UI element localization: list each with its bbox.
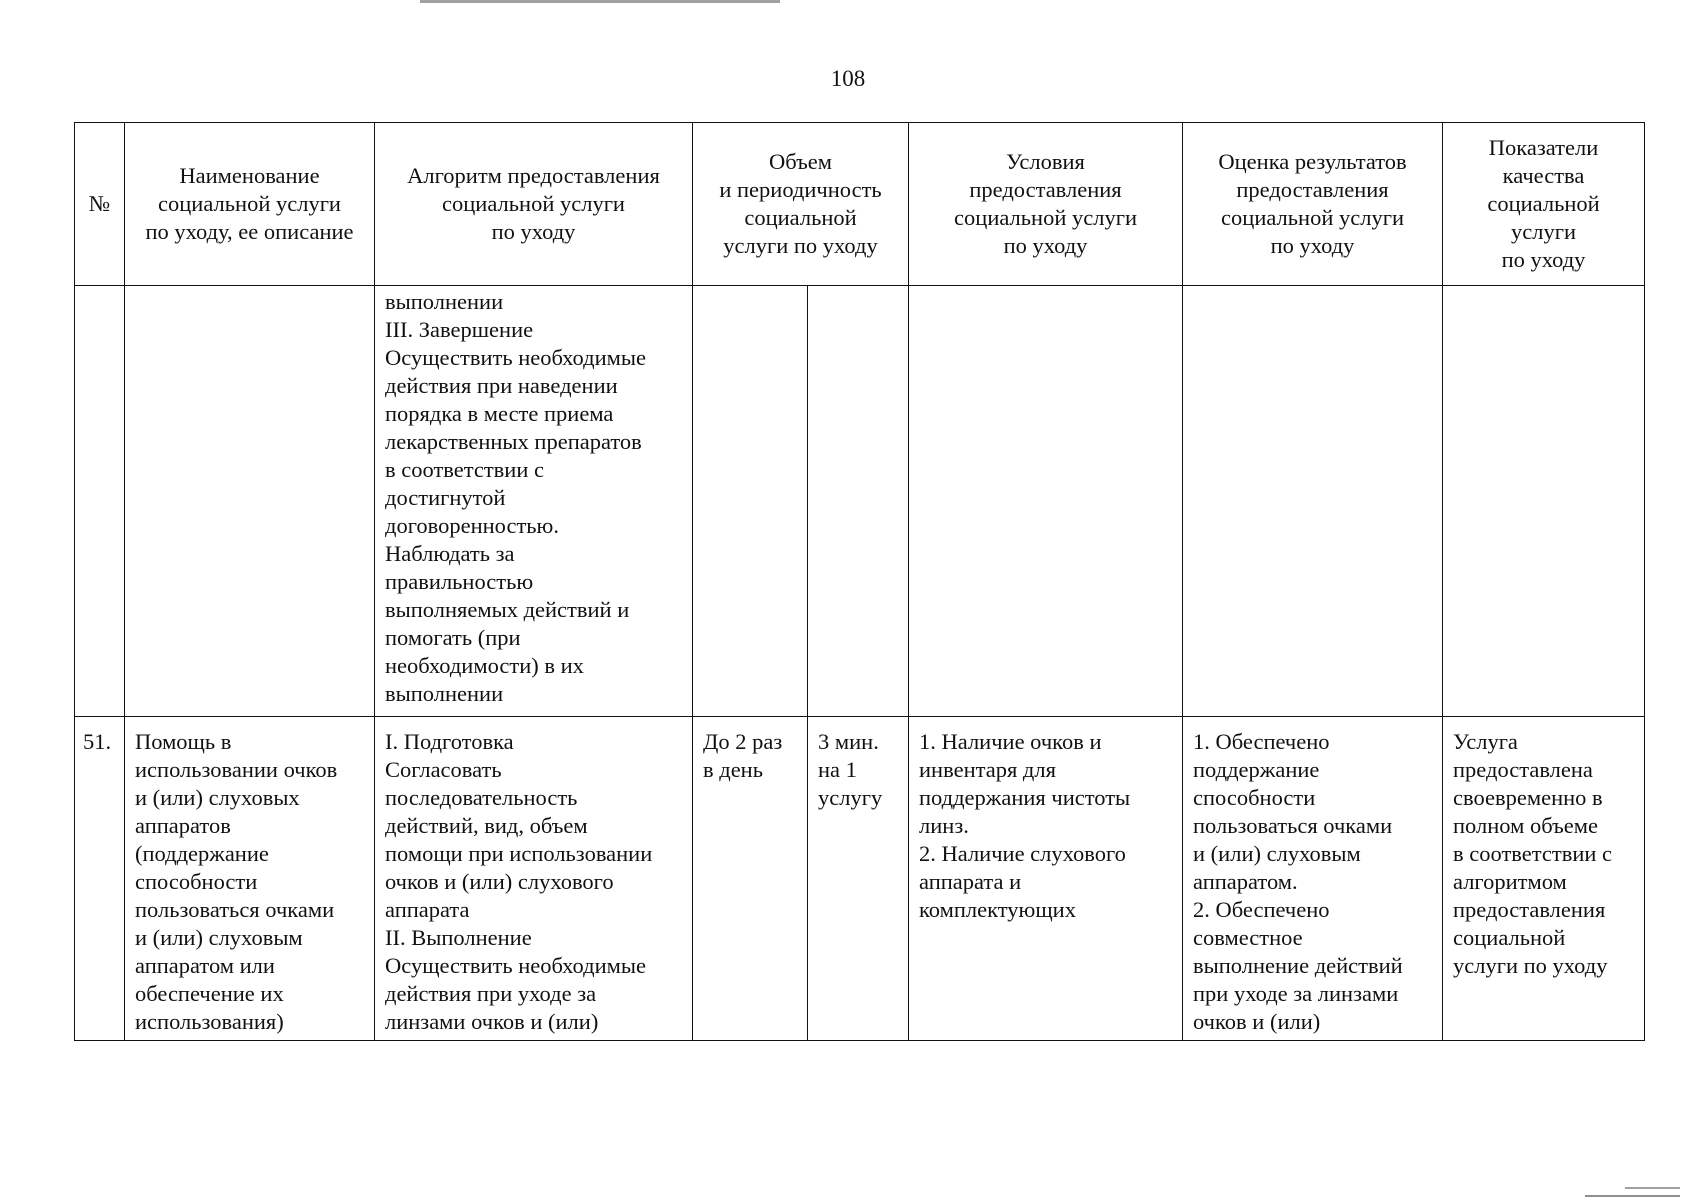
table-row xyxy=(75,717,1645,1041)
header-conditions: Условия предоставления социальной услуги по уходу xyxy=(909,123,1183,286)
cell-algorithm: I. Подготовка Согласовать последовательность действий, вид, объем помощи при использовании очков и (или) слухового аппарата II. Выполнение Осуществить необходимые действия при уходе за линзами очков и (или) xyxy=(375,717,693,1041)
cell-service-name xyxy=(125,286,375,717)
cell-quality: Услуга предоставлена своевременно в полном объеме в соответствии с алгоритмом предоставления социальной услуги по уходу xyxy=(1443,717,1645,1041)
header-quality: Показатели качества социальной услуги по уходу xyxy=(1443,123,1645,286)
social-services-table xyxy=(74,122,1645,1041)
scan-artifact-bottom xyxy=(1625,1187,1680,1189)
cell-conditions: 1. Наличие очков и инвентаря для поддержания чистоты линз. 2. Наличие слухового аппарата и комплектующих xyxy=(909,717,1183,1041)
header-volume-periodicity: Объем и периодичность социальной услуги по уходу xyxy=(693,123,909,286)
cell-number: 51. xyxy=(75,717,125,1041)
cell-periodicity: 3 мин. на 1 услугу xyxy=(808,717,909,1041)
cell-assessment xyxy=(1183,286,1443,717)
scan-artifact-bottom xyxy=(1585,1195,1680,1197)
cell-volume xyxy=(693,286,808,717)
table-row xyxy=(75,286,1645,717)
cell-assessment: 1. Обеспечено поддержание способности пользоваться очками и (или) слуховым аппаратом. 2. Обеспечено совместное выполнение действий при уходе за линзами очков и (или) xyxy=(1183,717,1443,1041)
header-service-name: Наименование социальной услуги по уходу, ее описание xyxy=(125,123,375,286)
cell-service-name: Помощь в использовании очков и (или) слуховых аппаратов (поддержание способности пользоваться очками и (или) слуховым аппаратом или обеспечение их использования) xyxy=(125,717,375,1041)
cell-volume: До 2 раз в день xyxy=(693,717,808,1041)
cell-periodicity xyxy=(808,286,909,717)
cell-algorithm: выполнении III. Завершение Осуществить необходимые действия при наведении порядка в месте приема лекарственных препаратов в соответствии с достигнутой договоренностью. Наблюдать за правильностью выполняемых действий и помогать (при необходимости) в их выполнении xyxy=(375,286,693,717)
scan-artifact-top xyxy=(420,0,780,3)
table-header-row xyxy=(75,123,1645,286)
header-number: № xyxy=(75,123,125,286)
cell-number xyxy=(75,286,125,717)
header-algorithm: Алгоритм предоставления социальной услуги по уходу xyxy=(375,123,693,286)
header-assessment: Оценка результатов предоставления социальной услуги по уходу xyxy=(1183,123,1443,286)
page-number: 108 xyxy=(830,66,866,91)
cell-quality xyxy=(1443,286,1645,717)
cell-conditions xyxy=(909,286,1183,717)
